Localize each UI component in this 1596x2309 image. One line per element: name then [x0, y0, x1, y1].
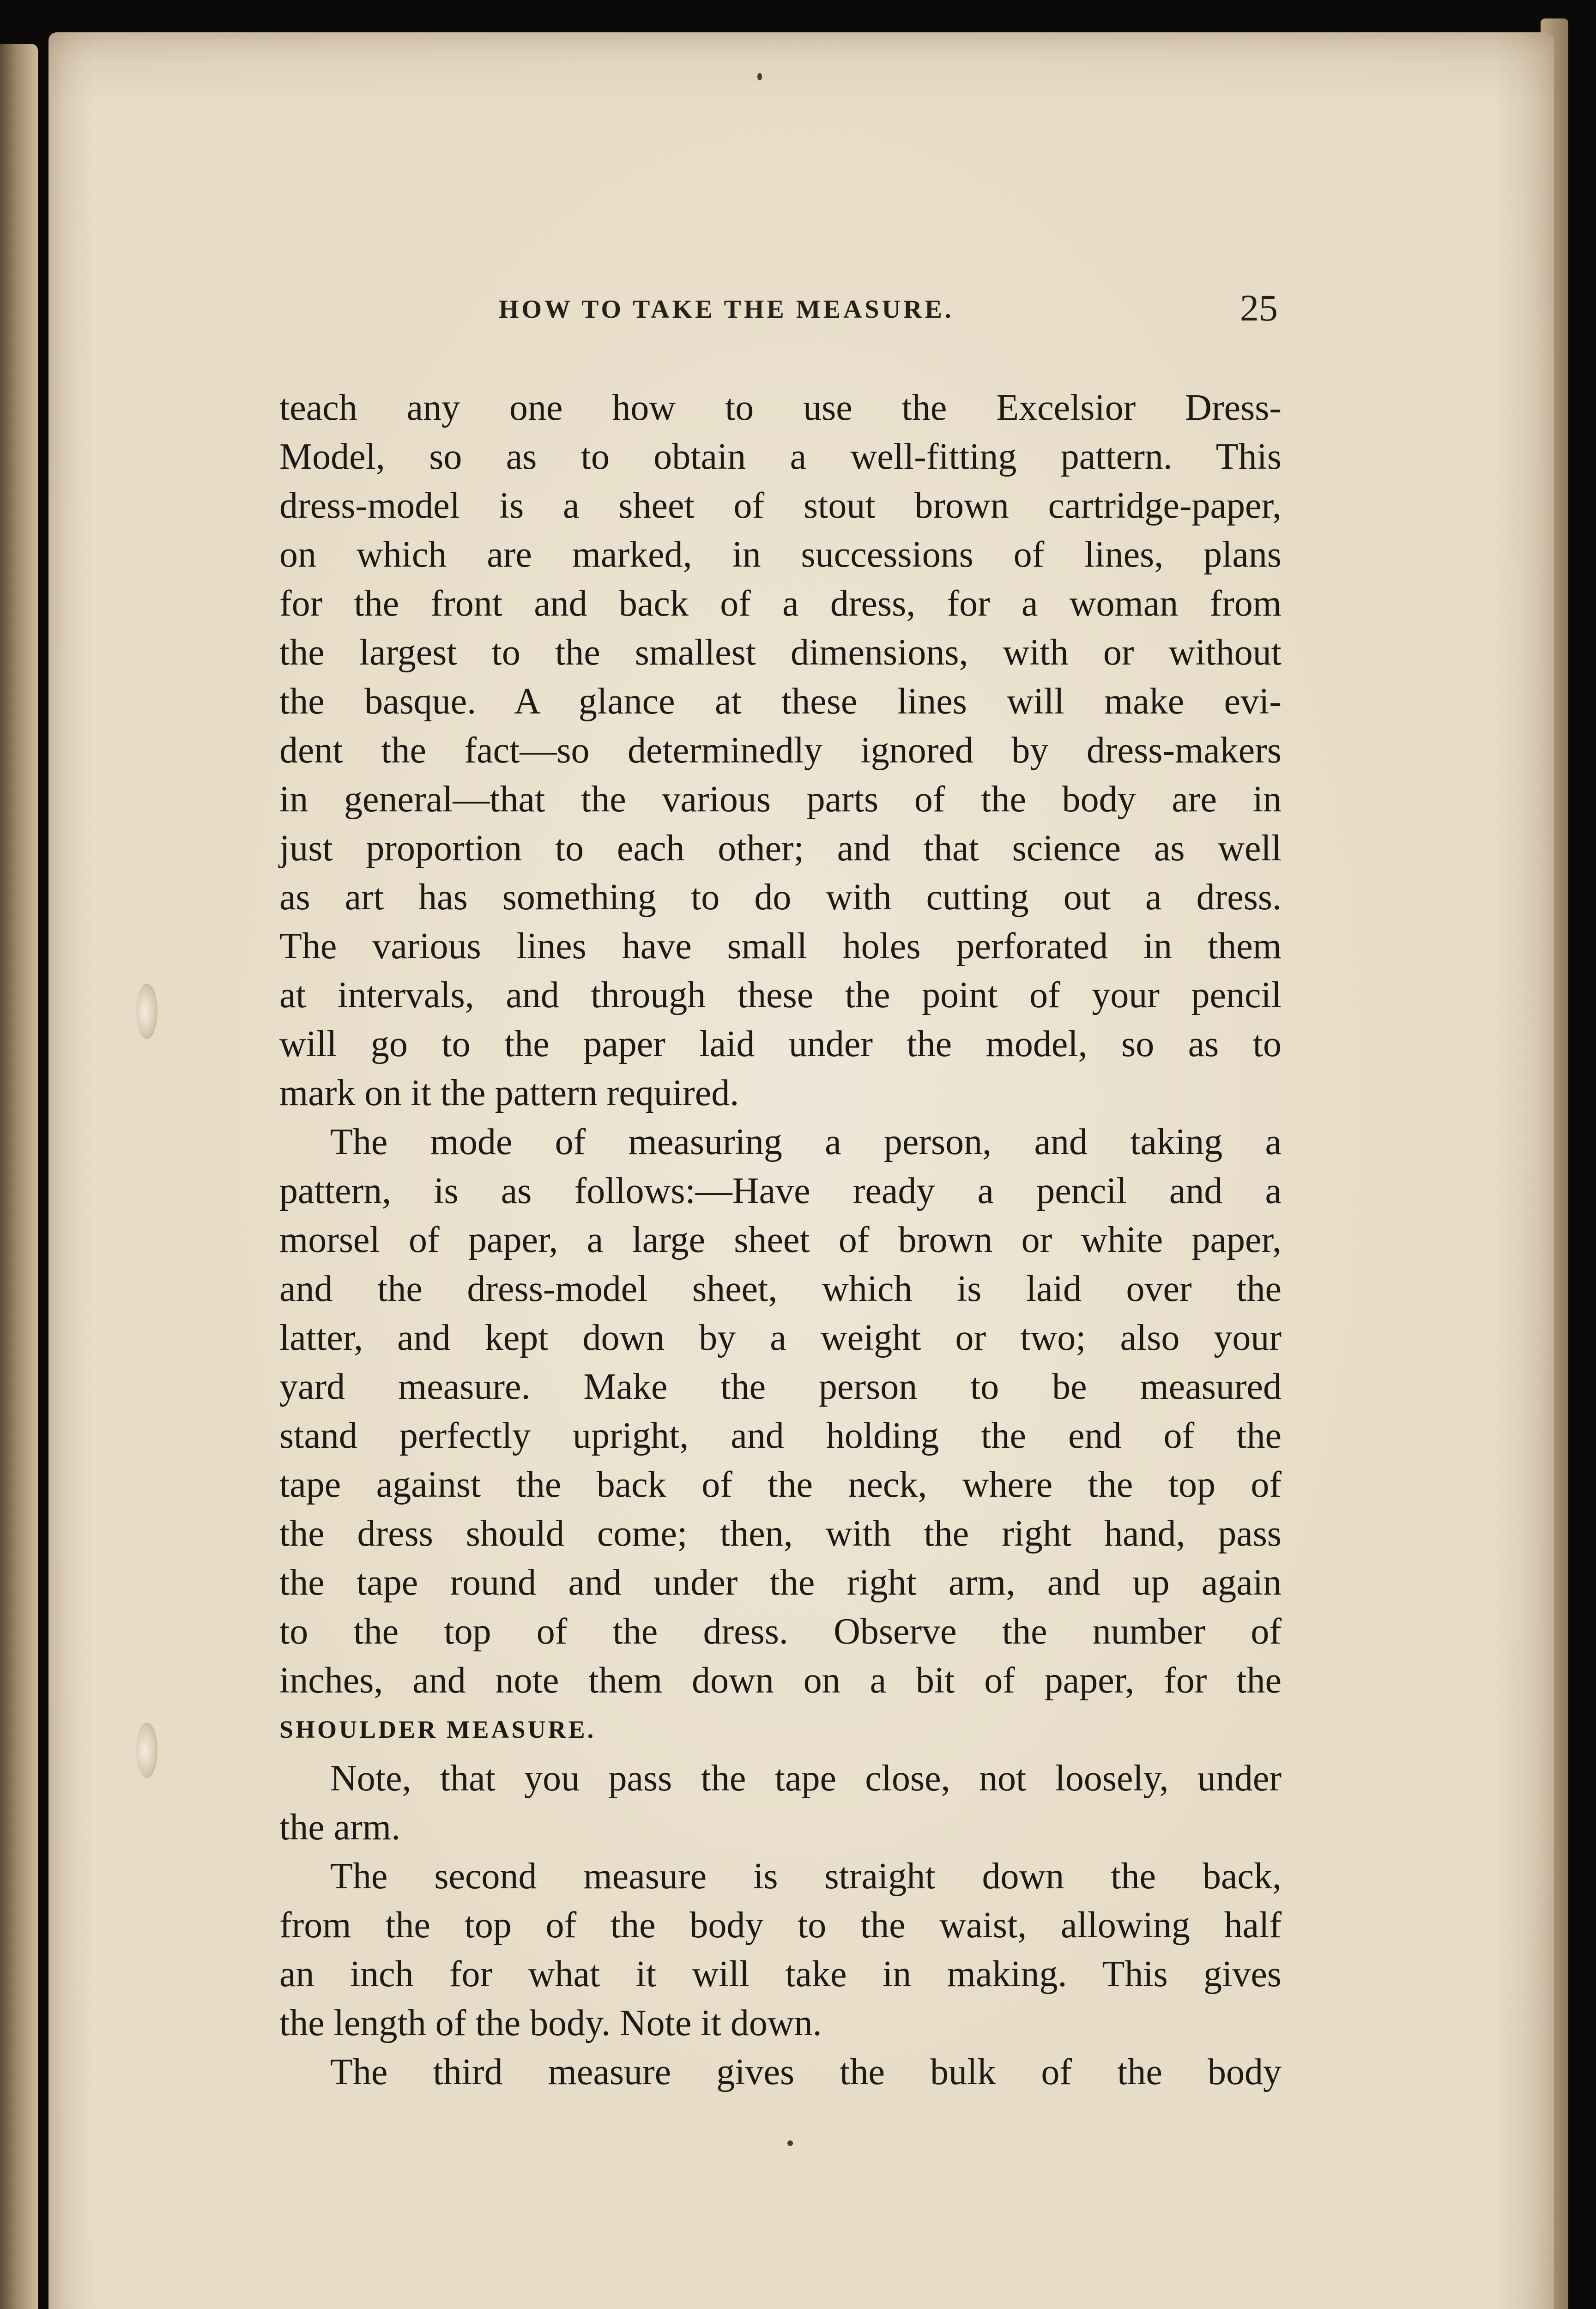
text-line: Note, that you pass the tape close, not loosely, under — [330, 1758, 1282, 1799]
text-line: stand perfectly upright, and holding the end of the — [279, 1415, 1282, 1456]
text-line: the largest to the smallest dimensions, with or without — [279, 632, 1282, 673]
text-line: The various lines have small holes perforated in them — [279, 926, 1282, 967]
section-label-shoulder-measure: SHOULDER MEASURE. — [279, 1716, 596, 1743]
text-line: on which are marked, in successions of lines, plans — [279, 534, 1282, 575]
text-line: will go to the paper laid under the model, so as to — [279, 1024, 1282, 1064]
text-line: the arm. — [279, 1807, 401, 1848]
text-line: pattern, is as follows:—Have ready a pencil and a — [279, 1171, 1282, 1211]
text-line: from the top of the body to the waist, allowing half — [279, 1905, 1282, 1946]
paper-speck — [757, 73, 762, 80]
text-line: dress-model is a sheet of stout brown cartridge-paper, — [279, 485, 1282, 526]
running-head: HOW TO TAKE THE MEASURE. — [499, 295, 954, 324]
text-line: mark on it the pattern required. — [279, 1073, 739, 1113]
text-line: at intervals, and through these the point of your pencil — [279, 975, 1282, 1015]
text-line: tape against the back of the neck, where the top of — [279, 1464, 1282, 1505]
text-line: The second measure is straight down the back, — [330, 1856, 1282, 1897]
text-line: and the dress-model sheet, which is laid over the — [279, 1269, 1282, 1309]
text-line: the length of the body. Note it down. — [279, 2003, 822, 2043]
body-text — [279, 383, 1282, 2097]
text-line: as art has something to do with cutting out a dress. — [279, 877, 1282, 918]
text-line: The third measure gives the bulk of the body — [330, 2052, 1282, 2092]
text-line: teach any one how to use the Excelsior Dress- — [279, 387, 1282, 428]
text-line: yard measure. Make the person to be measured — [279, 1366, 1282, 1407]
text-line: in general—that the various parts of the body are in — [279, 779, 1282, 820]
text-line: Model, so as to obtain a well-fitting pattern. This — [279, 436, 1282, 477]
binding-hole-upper — [136, 984, 157, 1039]
text-line: an inch for what it will take in making. This gives — [279, 1954, 1282, 1995]
binding-hole-lower — [136, 1723, 157, 1778]
text-line: the basque. A glance at these lines will make evi- — [279, 681, 1282, 722]
text-line: dent the fact—so determinedly ignored by dress-makers — [279, 730, 1282, 771]
text-line: the dress should come; then, with the right hand, pass — [279, 1513, 1282, 1554]
text-line: latter, and kept down by a weight or two; also your — [279, 1318, 1282, 1358]
text-line: to the top of the dress. Observe the number of — [279, 1611, 1282, 1652]
paper-speck — [787, 2140, 793, 2146]
text-line: the tape round and under the right arm, and up again — [279, 1562, 1282, 1603]
text-line: inches, and note them down on a bit of paper, for the — [279, 1660, 1282, 1701]
text-line: The mode of measuring a person, and taking a — [330, 1122, 1282, 1162]
text-line: morsel of paper, a large sheet of brown or white paper, — [279, 1220, 1282, 1260]
adjacent-page-edge — [0, 44, 38, 2309]
page-number: 25 — [1240, 287, 1278, 329]
text-line: for the front and back of a dress, for a woman from — [279, 583, 1282, 624]
text-line: just proportion to each other; and that science as well — [279, 828, 1282, 869]
